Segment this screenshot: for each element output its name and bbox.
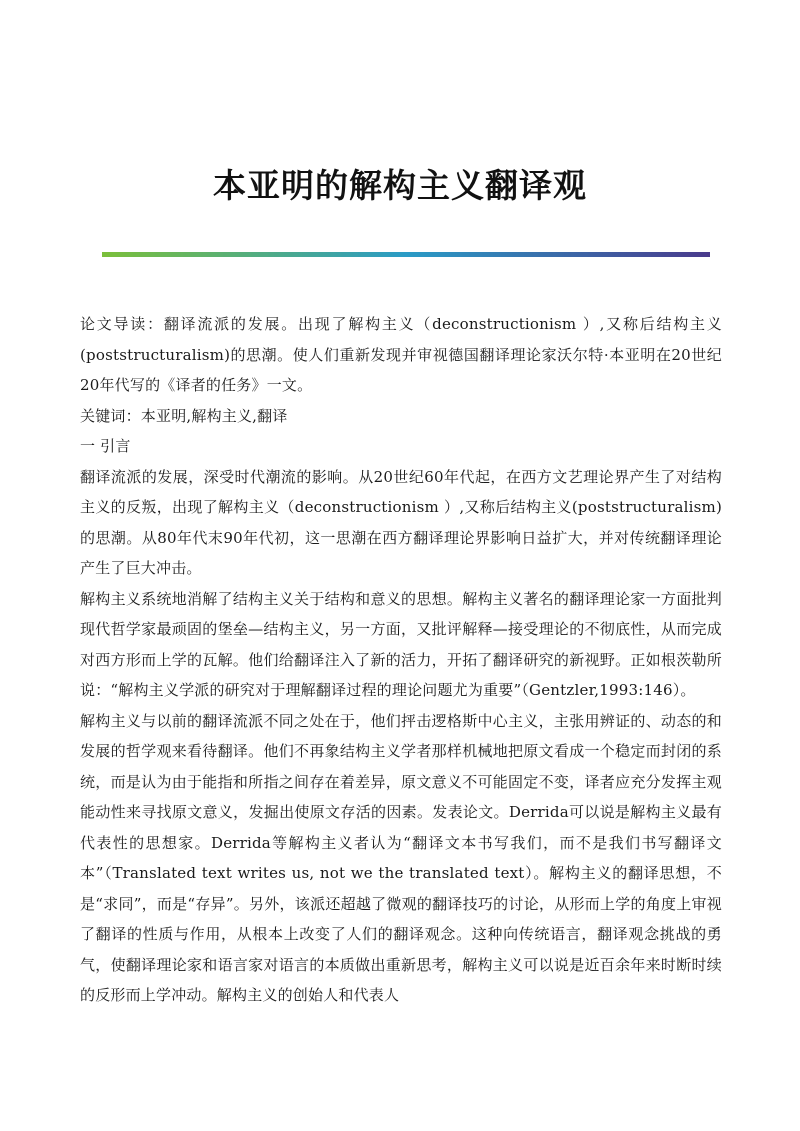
abstract-paragraph: 论文导读：翻译流派的发展。出现了解构主义（deconstructionism ）,又称后结构主义(poststructuralism)的思潮。使人们重新发现并审视德国翻译理论家沃尔特·本亚明在20世纪20年代写的《译者的任务》一文。 — [80, 315, 722, 394]
section-heading: 一 引言 — [80, 437, 131, 455]
title-divider — [102, 252, 710, 257]
document-body — [80, 309, 722, 1011]
body-paragraph: 翻译流派的发展，深受时代潮流的影响。从20世纪60年代起，在西方文艺理论界产生了对结构主义的反叛，出现了解构主义（deconstructionism ）,又称后结构主义(poststructuralism)的思潮。从80年代末90年代初，这一思潮在西方翻译理论界影响日益扩大，并对传统翻译理论产生了巨大冲击。 — [80, 467, 722, 577]
document-title: 本亚明的解构主义翻译观 — [213, 166, 587, 205]
keywords-paragraph: 关键词：本亚明,解构主义,翻译 — [80, 406, 288, 425]
body-paragraph: 解构主义与以前的翻译流派不同之处在于，他们抨击逻格斯中心主义，主张用辨证的、动态的和发展的哲学观来看待翻译。他们不再象结构主义学者那样机械地把原文看成一个稳定而封闭的系统，而是认为由于能指和所指之间存在着差异，原文意义不可能固定不变，译者应充分发挥主观能动性来寻找原文意义，发掘出使原文存活的因素。发表论文。Derrida可以说是解构主义最有代表性的思想家。Derrida等解构主义者认为“翻译文本书写我们，而不是我们书写翻译文本”（Translated text writes us, not we the translated text）。解构主义的翻译思想，不是“求同”，而是“存异”。另外，该派还超越了微观的翻译技巧的讨论，从形而上学的角度上审视了翻译的性质与作用，从根本上改变了人们的翻译观念。这种向传统语言，翻译观念挑战的勇气，使翻译理论家和语言家对语言的本质做出重新思考，解构主义可以说是近百余年来时断时续的反形而上学冲动。解构主义的创始人和代表人 — [80, 711, 722, 1004]
body-paragraph: 解构主义系统地消解了结构主义关于结构和意义的思想。解构主义著名的翻译理论家一方面批判现代哲学家最顽固的堡垒—结构主义，另一方面，又批评解释—接受理论的不彻底性，从而完成对西方形而上学的瓦解。他们给翻译注入了新的活力，开拓了翻译研究的新视野。正如根茨勒所说：“解构主义学派的研究对于理解翻译过程的理论问题尤为重要”（Gentzler,1993:146）。 — [80, 589, 722, 699]
